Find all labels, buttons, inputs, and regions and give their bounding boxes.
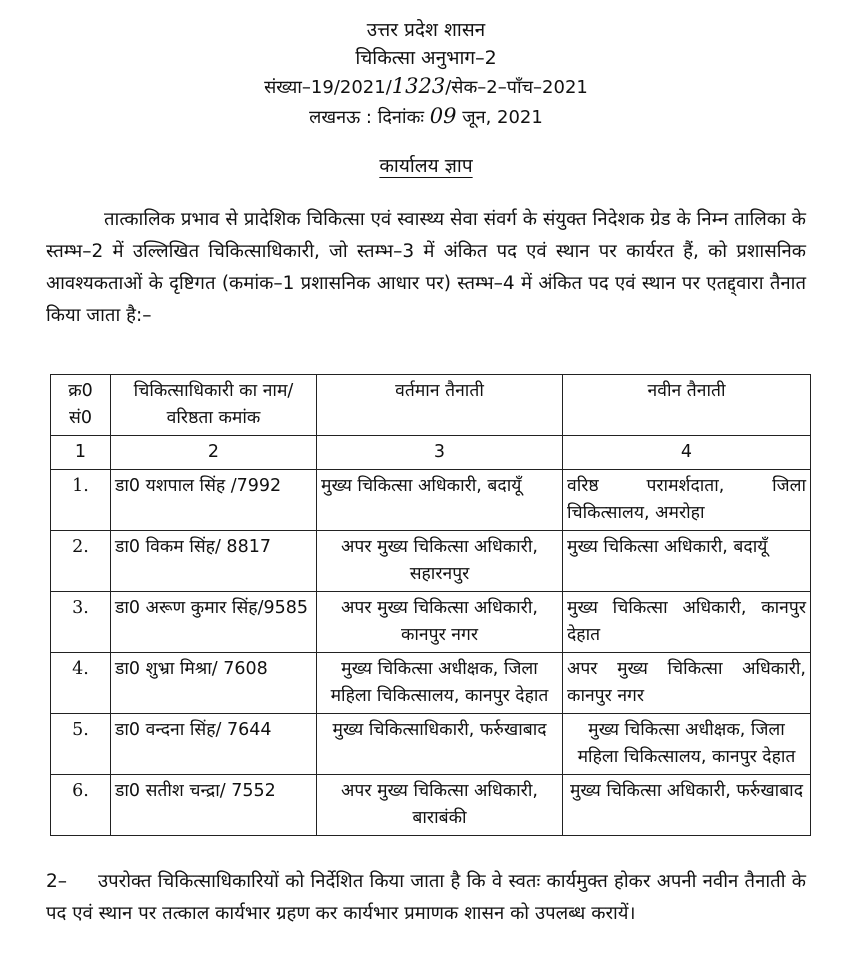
- reference-suffix: /सेक–2–पाँच–2021: [445, 77, 588, 98]
- paragraph-number: 2–: [46, 871, 68, 892]
- table-row: [51, 470, 811, 531]
- officer-name: डा0 विकम सिंह/ 8817: [111, 531, 317, 592]
- row-serial: 3.: [51, 592, 111, 653]
- table-row: [51, 714, 811, 775]
- new-posting: मुख्य चिकित्सा अधिकारी, कानपुर देहात: [563, 592, 811, 653]
- current-posting: मुख्य चिकित्सा अधिकारी, बदायूँ: [317, 470, 563, 531]
- reference-number: [0, 74, 852, 99]
- new-posting: अपर मुख्य चिकित्सा अधिकारी, कानपुर नगर: [563, 653, 811, 714]
- row-serial: 1.: [51, 470, 111, 531]
- table-row: [51, 653, 811, 714]
- header-serial: क्र0 सं0: [51, 375, 111, 436]
- new-posting: मुख्य चिकित्सा अधिकारी, फर्रुखाबाद: [563, 775, 811, 836]
- officer-name: डा0 सतीश चन्द्रा/ 7552: [111, 775, 317, 836]
- table-row: [51, 775, 811, 836]
- column-number-row: [51, 436, 811, 470]
- date-suffix: जून, 2021: [456, 107, 543, 128]
- column-number: 1: [51, 436, 111, 470]
- handwritten-ref: 1323: [391, 74, 446, 98]
- column-number: 4: [563, 436, 811, 470]
- current-posting: अपर मुख्य चिकित्सा अधिकारी, सहारनपुर: [317, 531, 563, 592]
- officer-name: डा0 यशपाल सिंह /7992: [111, 470, 317, 531]
- row-serial: 5.: [51, 714, 111, 775]
- current-posting: अपर मुख्य चिकित्सा अधिकारी, कानपुर नगर: [317, 592, 563, 653]
- column-number: 3: [317, 436, 563, 470]
- current-posting: मुख्य चिकित्साधिकारी, फर्रुखाबाद: [317, 714, 563, 775]
- header-new-posting: नवीन तैनाती: [563, 375, 811, 436]
- intro-paragraph: तात्कालिक प्रभाव से प्रादेशिक चिकित्सा एवं स्वास्थ्य सेवा संवर्ग के संयुक्त निदेशक ग्रेड के निम्न तालिका के स्तम्भ–2 में उल्लिखित चिकित्साधिकारी, जो स्तम्भ–3 में अंकित पद एवं स्थान पर कार्यरत हैं, को प्रशासनिक आवश्यकताओं के दृष्टिगत (कमांक–1 प्रशासनिक आधार पर) स्तम्भ–4 में अंकित पद एवं स्थान पर एतद्द्वारा तैनात किया जाता है:–: [46, 209, 806, 326]
- row-serial: 4.: [51, 653, 111, 714]
- table-header-row: [51, 375, 811, 436]
- column-number: 2: [111, 436, 317, 470]
- row-serial: 6.: [51, 775, 111, 836]
- current-posting: अपर मुख्य चिकित्सा अधिकारी, बाराबंकी: [317, 775, 563, 836]
- direction-paragraph: [46, 866, 806, 930]
- header-officer: चिकित्साधिकारी का नाम/वरिष्ठता कमांक: [111, 375, 317, 436]
- header-current-posting: वर्तमान तैनाती: [317, 375, 563, 436]
- officer-name: डा0 वन्दना सिंह/ 7644: [111, 714, 317, 775]
- handwritten-date: 09: [429, 104, 457, 128]
- reference-prefix: संख्या–19/2021/: [264, 77, 392, 98]
- row-serial: 2.: [51, 531, 111, 592]
- office-memo-title: कार्यालय ज्ञाप: [379, 155, 473, 177]
- posting-table: [50, 374, 811, 836]
- current-posting: मुख्य चिकित्सा अधीक्षक, जिला महिला चिकित्सालय, कानपुर देहात: [317, 653, 563, 714]
- govt-heading: उत्तर प्रदेश शासन: [366, 19, 486, 41]
- table-row: [51, 531, 811, 592]
- new-posting: मुख्य चिकित्सा अधीक्षक, जिला महिला चिकित्सालय, कानपुर देहात: [563, 714, 811, 775]
- new-posting: वरिष्ठ परामर्शदाता, जिला चिकित्सालय, अमरोहा: [563, 470, 811, 531]
- table-row: [51, 592, 811, 653]
- date-prefix: लखनऊ : दिनांकः: [309, 107, 430, 128]
- new-posting: मुख्य चिकित्सा अधिकारी, बदायूँ: [563, 531, 811, 592]
- paragraph-text: उपरोक्त चिकित्साधिकारियों को निर्देशित किया जाता है कि वे स्वतः कार्यमुक्त होकर अपनी नवीन तैनाती के पद एवं स्थान पर तत्काल कार्यभार ग्रहण कर कार्यभार प्रमाणक शासन को उपलब्ध करायें।: [46, 871, 806, 924]
- section-heading: चिकित्सा अनुभाग–2: [355, 47, 497, 69]
- issue-date: [0, 104, 852, 129]
- officer-name: डा0 अरूण कुमार सिंह/9585: [111, 592, 317, 653]
- officer-name: डा0 शुभ्रा मिश्रा/ 7608: [111, 653, 317, 714]
